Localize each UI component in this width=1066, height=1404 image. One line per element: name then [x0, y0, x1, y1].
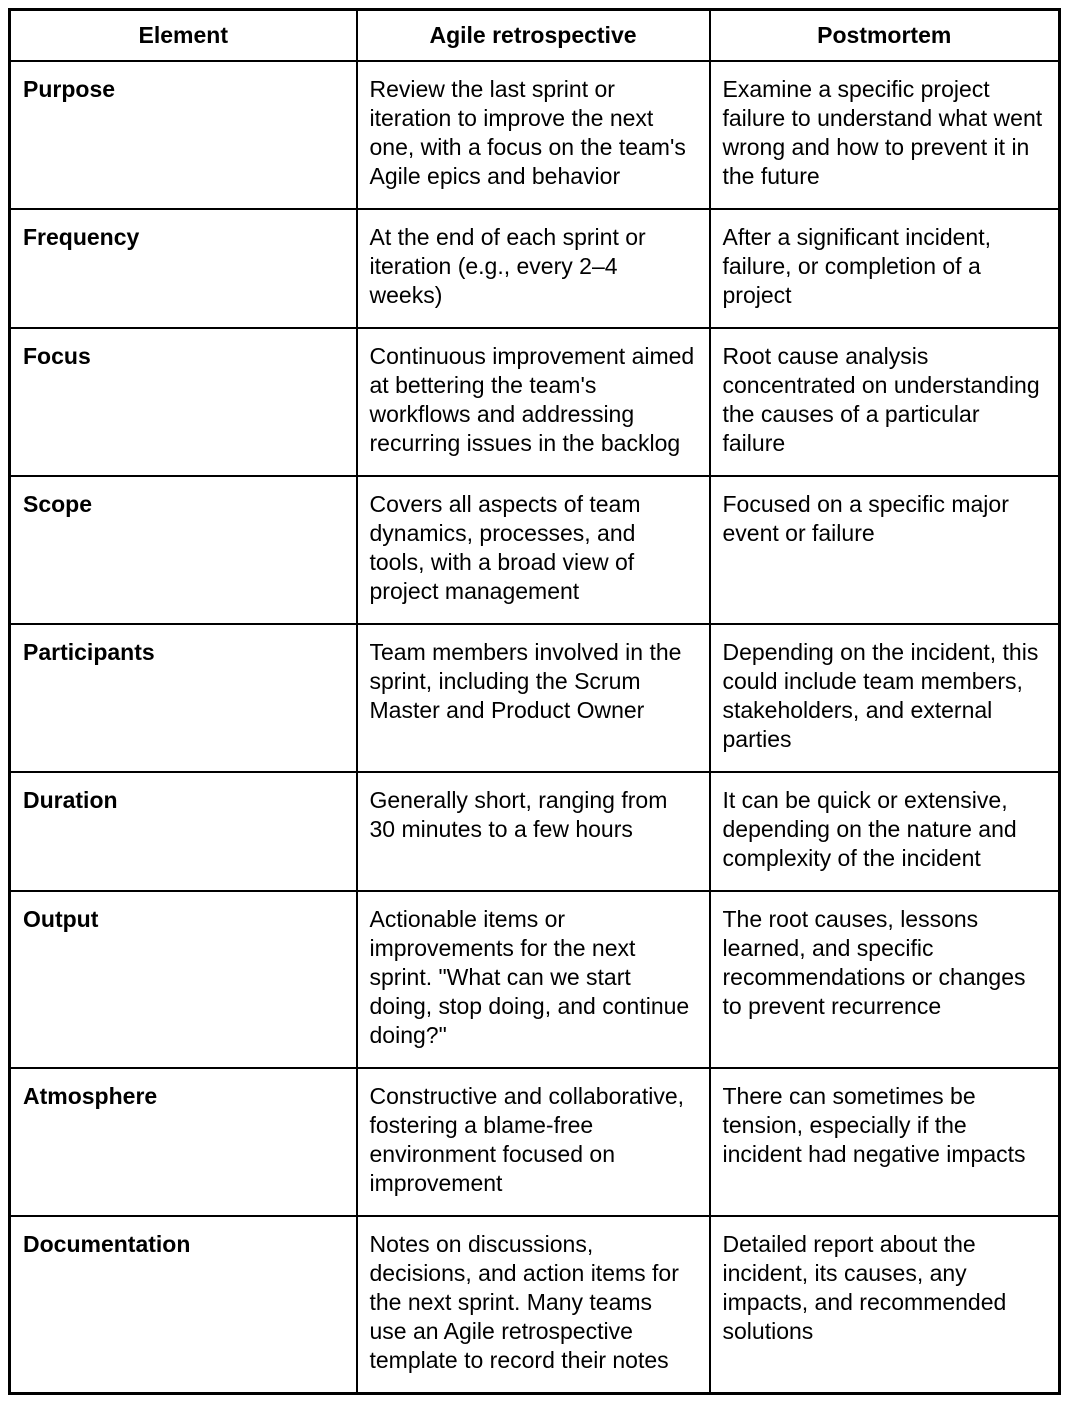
row-label-scope: Scope — [10, 476, 357, 624]
table-row-frequency — [10, 209, 1060, 328]
table-row-output — [10, 891, 1060, 1068]
comparison-table — [8, 8, 1061, 1395]
table-row-purpose — [10, 61, 1060, 209]
duration-agile-cell: Generally short, ranging from 30 minutes to a few hours — [357, 772, 710, 891]
table-row-scope — [10, 476, 1060, 624]
row-label-atmosphere: Atmosphere — [10, 1068, 357, 1216]
participants-postmortem-cell: Depending on the incident, this could include team members, stakeholders, and external parties — [710, 624, 1060, 772]
documentation-postmortem-cell: Detailed report about the incident, its causes, any impacts, and recommended solutions — [710, 1216, 1060, 1394]
column-header-postmortem: Postmortem — [710, 10, 1060, 62]
frequency-agile-cell: At the end of each sprint or iteration (e.g., every 2–4 weeks) — [357, 209, 710, 328]
table-row-atmosphere — [10, 1068, 1060, 1216]
header-row — [10, 10, 1060, 62]
row-label-documentation: Documentation — [10, 1216, 357, 1394]
atmosphere-postmortem-cell: There can sometimes be tension, especially if the incident had negative impacts — [710, 1068, 1060, 1216]
purpose-postmortem-cell: Examine a specific project failure to understand what went wrong and how to prevent it in the future — [710, 61, 1060, 209]
output-postmortem-cell: The root causes, lessons learned, and specific recommendations or changes to prevent recurrence — [710, 891, 1060, 1068]
row-label-participants: Participants — [10, 624, 357, 772]
purpose-agile-cell: Review the last sprint or iteration to improve the next one, with a focus on the team's Agile epics and behavior — [357, 61, 710, 209]
participants-agile-cell: Team members involved in the sprint, including the Scrum Master and Product Owner — [357, 624, 710, 772]
duration-postmortem-cell: It can be quick or extensive, depending on the nature and complexity of the incident — [710, 772, 1060, 891]
row-label-output: Output — [10, 891, 357, 1068]
table-row-participants — [10, 624, 1060, 772]
table-row-duration — [10, 772, 1060, 891]
atmosphere-agile-cell: Constructive and collaborative, fostering a blame-free environment focused on improvement — [357, 1068, 710, 1216]
scope-agile-cell: Covers all aspects of team dynamics, processes, and tools, with a broad view of project management — [357, 476, 710, 624]
column-header-agile-retrospective: Agile retrospective — [357, 10, 710, 62]
frequency-postmortem-cell: After a significant incident, failure, or completion of a project — [710, 209, 1060, 328]
row-label-frequency: Frequency — [10, 209, 357, 328]
focus-postmortem-cell: Root cause analysis concentrated on understanding the causes of a particular failure — [710, 328, 1060, 476]
column-header-element: Element — [10, 10, 357, 62]
scope-postmortem-cell: Focused on a specific major event or failure — [710, 476, 1060, 624]
row-label-focus: Focus — [10, 328, 357, 476]
table-row-focus — [10, 328, 1060, 476]
documentation-agile-cell: Notes on discussions, decisions, and action items for the next sprint. Many teams use an Agile retrospective template to record their notes — [357, 1216, 710, 1394]
row-label-purpose: Purpose — [10, 61, 357, 209]
table-row-documentation — [10, 1216, 1060, 1394]
focus-agile-cell: Continuous improvement aimed at bettering the team's workflows and addressing recurring issues in the backlog — [357, 328, 710, 476]
row-label-duration: Duration — [10, 772, 357, 891]
output-agile-cell: Actionable items or improvements for the next sprint. "What can we start doing, stop doing, and continue doing?" — [357, 891, 710, 1068]
